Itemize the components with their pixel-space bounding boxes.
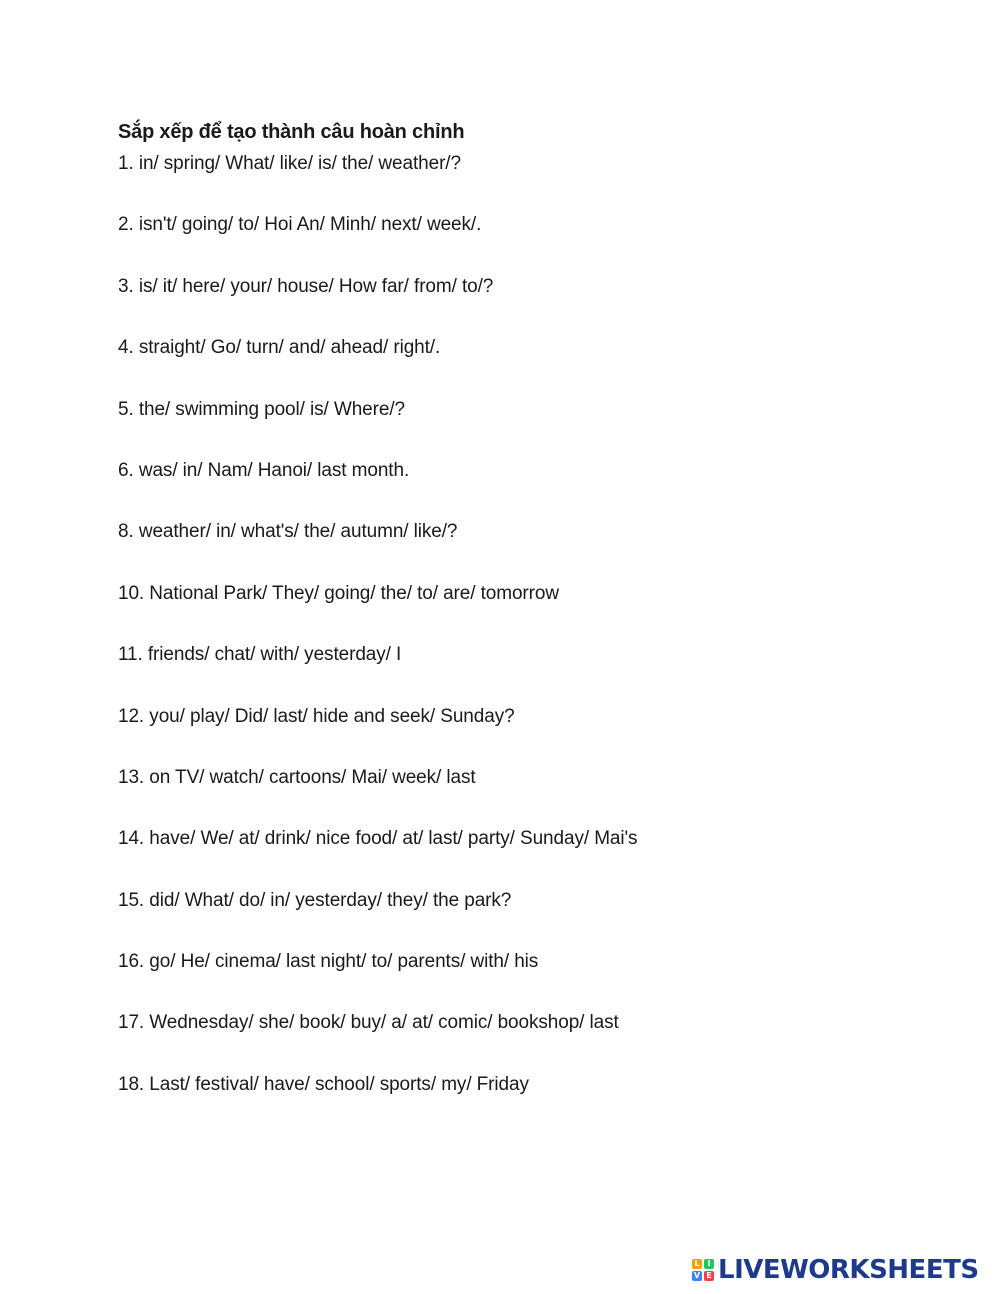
exercise-item: 14. have/ We/ at/ drink/ nice food/ at/ last/ party/ Sunday/ Mai's (118, 828, 638, 850)
exercise-item: 13. on TV/ watch/ cartoons/ Mai/ week/ last (118, 766, 476, 788)
exercise-item: 15. did/ What/ do/ in/ yesterday/ they/ the park? (118, 889, 512, 911)
logo-text: LIVEWORKSHEETS (718, 1255, 979, 1285)
exercise-list (118, 150, 898, 1099)
exercise-item: 12. you/ play/ Did/ last/ hide and seek/ Sunday? (118, 705, 515, 727)
exercise-item: 2. isn't/ going/ to/ Hoi An/ Minh/ next/ week/. (118, 214, 482, 236)
exercise-item: 5. the/ swimming pool/ is/ Where/? (118, 398, 405, 420)
exercise-item: 18. Last/ festival/ have/ school/ sports/ my/ Friday (118, 1073, 529, 1095)
logo-mark-square: E (704, 1271, 714, 1281)
logo-mark-square: V (693, 1271, 701, 1280)
exercise-item: 17. Wednesday/ she/ book/ buy/ a/ at/ comic/ bookshop/ last (118, 1012, 619, 1034)
liveworksheets-logo (692, 1254, 979, 1286)
logo-mark-icon (692, 1259, 714, 1281)
exercise-item: 11. friends/ chat/ with/ yesterday/ I (118, 644, 402, 666)
exercise-item: 8. weather/ in/ what's/ the/ autumn/ like/? (118, 521, 458, 543)
logo-mark-square: I (704, 1259, 714, 1269)
worksheet (118, 118, 898, 1132)
exercise-item: 3. is/ it/ here/ your/ house/ How far/ from/ to/? (118, 275, 494, 297)
worksheet-title: Sắp xếp để tạo thành câu hoàn chỉnh (118, 121, 465, 143)
exercise-item: 4. straight/ Go/ turn/ and/ ahead/ right/. (118, 337, 441, 359)
logo-mark-square: L (692, 1259, 702, 1269)
exercise-item: 10. National Park/ They/ going/ the/ to/ are/ tomorrow (118, 582, 559, 604)
exercise-item: 16. go/ He/ cinema/ last night/ to/ parents/ with/ his (118, 951, 539, 973)
exercise-item: 1. in/ spring/ What/ like/ is/ the/ weather/? (118, 153, 461, 174)
exercise-item: 6. was/ in/ Nam/ Hanoi/ last month. (118, 459, 410, 481)
